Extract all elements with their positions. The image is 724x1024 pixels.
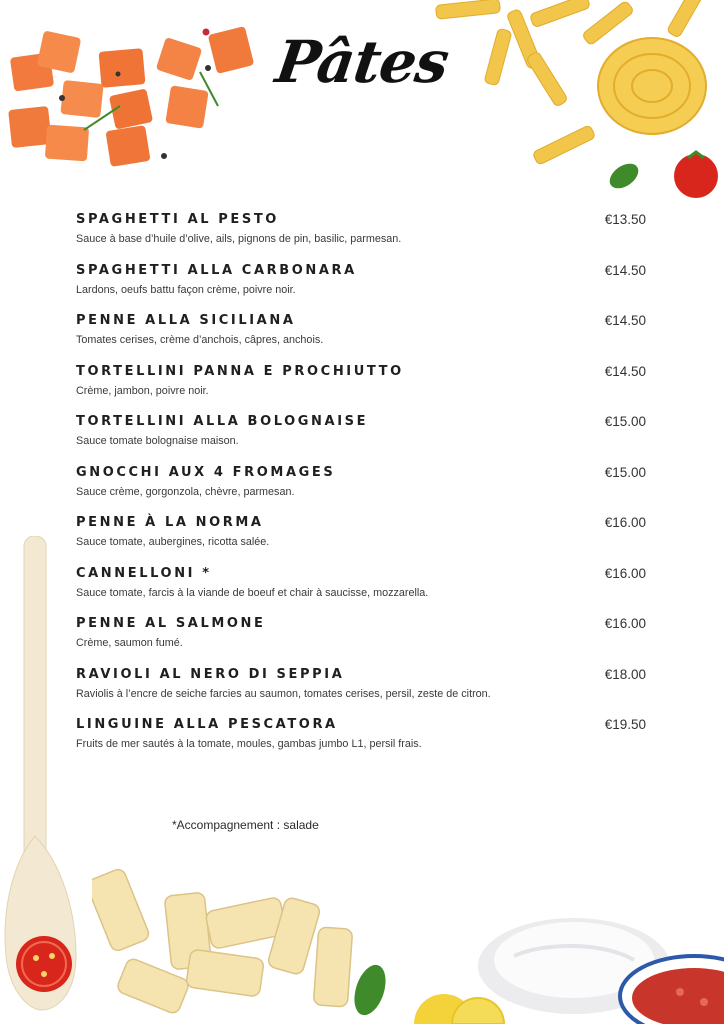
wooden-spoon-illustration — [0, 536, 90, 1016]
menu-item-price: €15.00 — [604, 414, 646, 429]
menu-item-description: Sauce tomate, aubergines, ricotta salée. — [76, 536, 270, 548]
menu-item-description: Crème, saumon fumé. — [76, 637, 183, 649]
menu-item-name: PENNE ALLA SICILIANA — [76, 313, 296, 328]
menu-item — [76, 667, 646, 718]
menu-item-description: Sauce crème, gorgonzola, chèvre, parmesan. — [76, 485, 295, 498]
tomato-slice-icon — [16, 936, 72, 992]
menu-item-price: €14.50 — [604, 313, 646, 328]
menu-item — [76, 364, 646, 415]
menu-item-name: PENNE AL SALMONE — [76, 616, 266, 631]
menu-item-price: €14.50 — [604, 262, 646, 278]
menu-item-description: Tomates cerises, crème d’anchois, câpres, anchois. — [76, 334, 324, 346]
menu-item-price: €14.50 — [604, 363, 646, 379]
menu-item-name: PENNE À LA NORMA — [76, 515, 264, 530]
menu-item-price: €16.00 — [604, 616, 646, 631]
menu-item-price: €16.00 — [604, 565, 646, 581]
footnote: *Accompagnement : salade — [172, 818, 319, 832]
menu-item-description: Sauce à base d’huile d’olive, ails, pignons de pin, basilic, parmesan. — [76, 233, 402, 245]
cream-and-tomato-sauce-illustration — [404, 906, 724, 1024]
menu-item-description: Crème, jambon, poivre noir. — [76, 384, 209, 397]
menu-item — [76, 566, 646, 617]
menu-item — [76, 515, 646, 566]
menu-item-name: RAVIOLI AL NERO DI SEPPIA — [76, 666, 345, 682]
menu-item — [76, 414, 646, 465]
lemon-icon — [414, 994, 504, 1024]
menu-item-description: Lardons, oeufs battu façon crème, poivre noir. — [76, 283, 296, 296]
menu-item — [76, 263, 646, 314]
menu-item — [76, 313, 646, 364]
menu-item-description: Sauce tomate, farcis à la viande de boeuf et chair à saucisse, mozzarella. — [76, 586, 429, 599]
menu-item-price: €18.00 — [604, 666, 646, 682]
menu-item-price: €15.00 — [604, 464, 646, 480]
menu-item-description: Sauce tomate bolognaise maison. — [76, 435, 239, 447]
menu-item-name: SPAGHETTI AL PESTO — [76, 212, 279, 227]
menu-item — [76, 616, 646, 667]
menu-item — [76, 717, 646, 768]
menu-item-price: €13.50 — [604, 212, 646, 227]
rigatoni-illustration — [92, 860, 392, 1024]
menu-item-name: TORTELLINI PANNA E PROCHIUTTO — [76, 363, 404, 379]
basil-leaf-icon — [349, 961, 392, 1019]
page-title: Pâtes — [271, 28, 453, 96]
basil-leaf-icon — [605, 159, 643, 194]
menu-item-name: CANNELLONI * — [76, 565, 212, 581]
menu-item — [76, 465, 646, 516]
tomato-icon — [674, 152, 718, 198]
menu-item-name: SPAGHETTI ALLA CARBONARA — [76, 262, 357, 278]
menu-item-price: €19.50 — [604, 717, 646, 732]
menu-item-description: Fruits de mer sautés à la tomate, moules, gambas jumbo L1, persil frais. — [76, 738, 422, 750]
menu-item-name: LINGUINE ALLA PESCATORA — [76, 717, 338, 732]
menu-item — [76, 212, 646, 263]
menu-item-name: GNOCCHI AUX 4 FROMAGES — [76, 464, 336, 480]
menu-list — [76, 212, 646, 768]
menu-item-description: Raviolis à l’encre de seiche farcies au saumon, tomates cerises, persil, zeste de citron. — [76, 687, 491, 700]
menu-item-price: €16.00 — [604, 515, 646, 530]
menu-item-name: TORTELLINI ALLA BOLOGNAISE — [76, 414, 369, 429]
